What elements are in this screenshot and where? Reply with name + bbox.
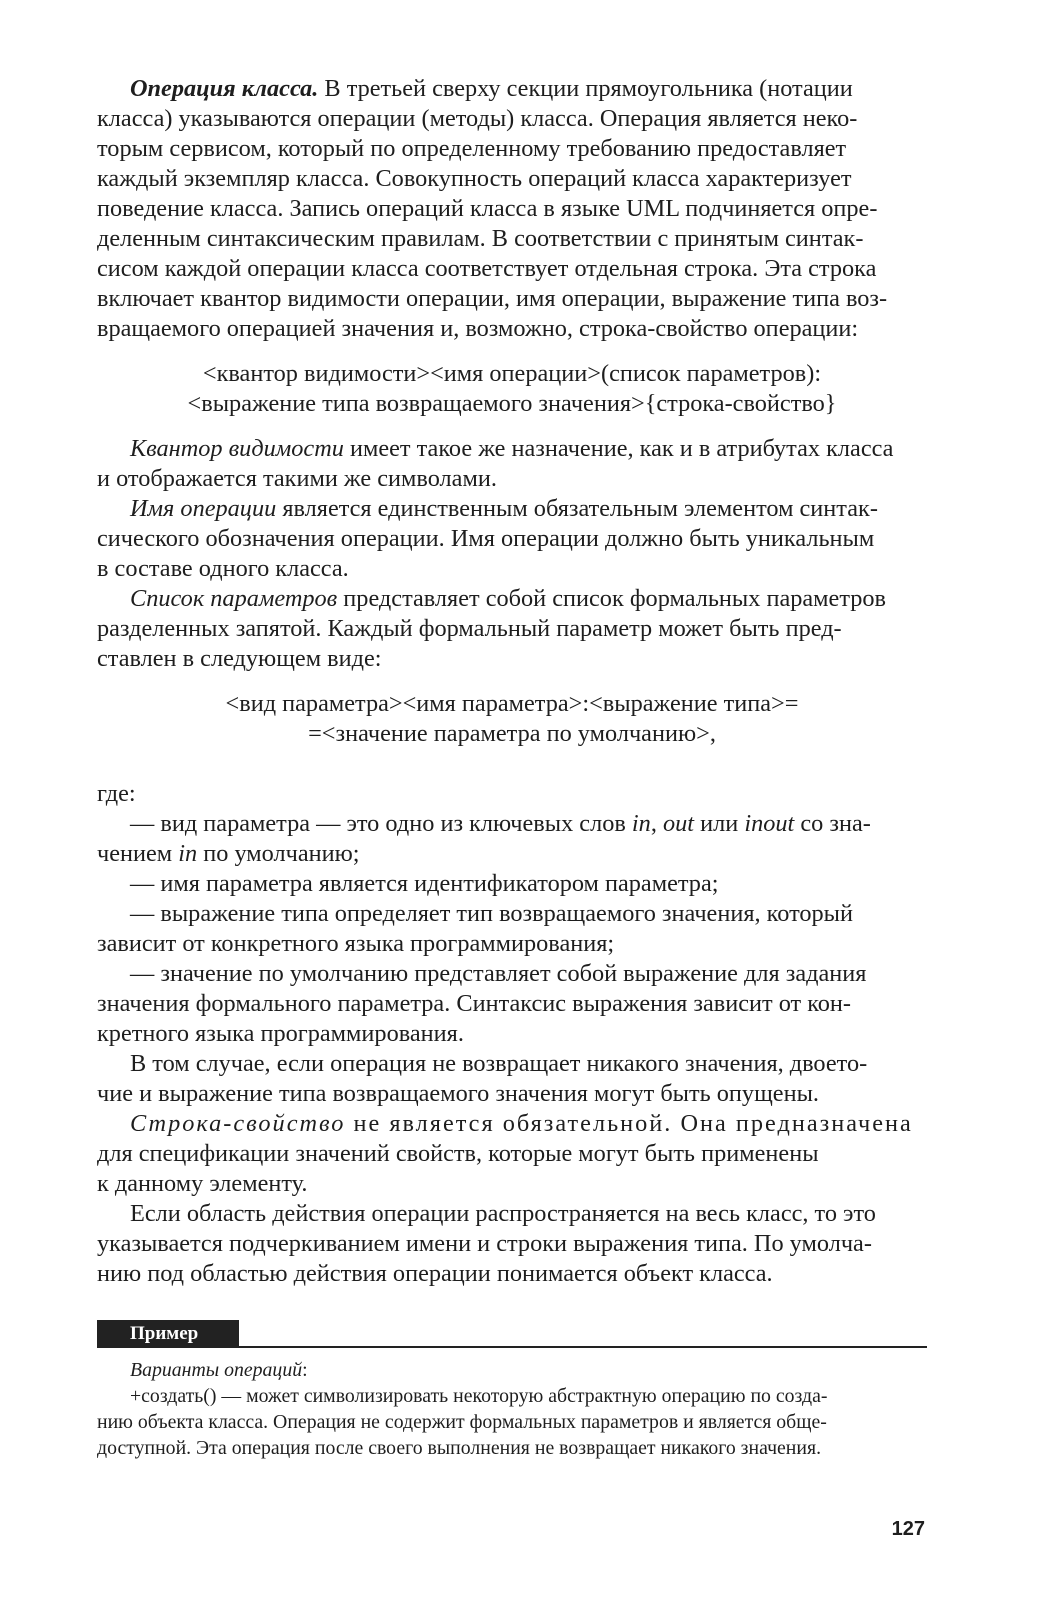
paragraph-visibility: Квантор видимости имеет такое же назначение, как и в атрибутах класса и отображается такими же символами. xyxy=(97,435,894,492)
term-parameter-list: Список параметров xyxy=(130,585,338,612)
formula-operation-syntax: <квантор видимости><имя операции>(список параметров): <выражение типа возвращаемого значения>{строка-свойство} xyxy=(187,360,837,417)
term-property-string: Строка-свойство xyxy=(130,1110,346,1137)
example-label: Пример xyxy=(97,1320,239,1348)
term-class-operation: Операция класса. xyxy=(130,75,319,102)
paragraph-no-return: В том случае, если операция не возвращает никакого значения, двоето- чие и выражение типа возвращаемого значения могут быть опущены. xyxy=(97,1050,868,1107)
list-item-parameter-kind: — вид параметра — это одно из ключевых слов in, out или inout со зна- чением in по умолчанию; xyxy=(97,810,871,867)
list-item-type-expression: — выражение типа определяет тип возвращаемого значения, который зависит от конкретного языка программирования; xyxy=(97,900,853,957)
example-text: +создать() — может символизировать некоторую абстрактную операцию по созда- нию объекта класса. Операция не содержит формальных параметров и является обще- доступной. Эта операция после своего выполнения не возвращает никакого значения. xyxy=(97,1385,828,1459)
where-label: где: xyxy=(97,780,136,807)
paragraph-scope: Если область действия операции распространяется на весь класс, то это указывается подчеркиванием имени и строки выражения типа. По умолча- нию под областью действия операции понимается объект класса. xyxy=(97,1200,876,1287)
example-heading: Варианты операций: xyxy=(130,1359,308,1381)
example-header xyxy=(97,1320,927,1348)
list-item-parameter-name: — имя параметра является идентификатором параметра; xyxy=(130,870,719,897)
term-operation-name: Имя операции xyxy=(130,495,277,522)
formula-parameter-syntax: <вид параметра><имя параметра>:<выражение типа>= =<значение параметра по умолчанию>, xyxy=(225,690,799,747)
page-number: 127 xyxy=(891,1518,925,1540)
paragraph-property-string: Строка-свойство не является обязательной. Она предназначена для спецификации значений свойств, которые могут быть применены к данному элементу. xyxy=(97,1110,913,1197)
paragraph-class-operation: Операция класса. В третьей сверху секции прямоугольника (нотации класса) указываются операции (методы) класса. Операция является неко- торым сервисом, который по определенному требованию предоставляет каждый экземпляр класса. Совокупность операций класса характеризует поведение класса. Запись операций класса в языке UML подчиняется опре- деленным синтаксическим правилам. В соответствии с принятым синтак- сисом каждой операции класса соответствует отдельная строка. Эта строка включает квантор видимости операции, имя операции, выражение типа воз- вращаемого операцией значения и, возможно, строка-свойство операции: xyxy=(97,75,888,342)
list-item-default-value: — значение по умолчанию представляет собой выражение для задания значения формального параметра. Синтаксис выражения зависит от кон- кретного языка программирования. xyxy=(97,960,867,1047)
paragraph-operation-name: Имя операции является единственным обязательным элементом синтак- сического обозначения операции. Имя операции должно быть уникальным в составе одного класса. xyxy=(97,495,878,582)
page-body xyxy=(97,74,927,1461)
example-divider xyxy=(239,1346,927,1348)
term-visibility: Квантор видимости xyxy=(130,435,344,462)
paragraph-parameter-list: Список параметров представляет собой список формальных параметров разделенных запятой. Каждый формальный параметр может быть пред- ставлен в следующем виде: xyxy=(97,585,887,672)
